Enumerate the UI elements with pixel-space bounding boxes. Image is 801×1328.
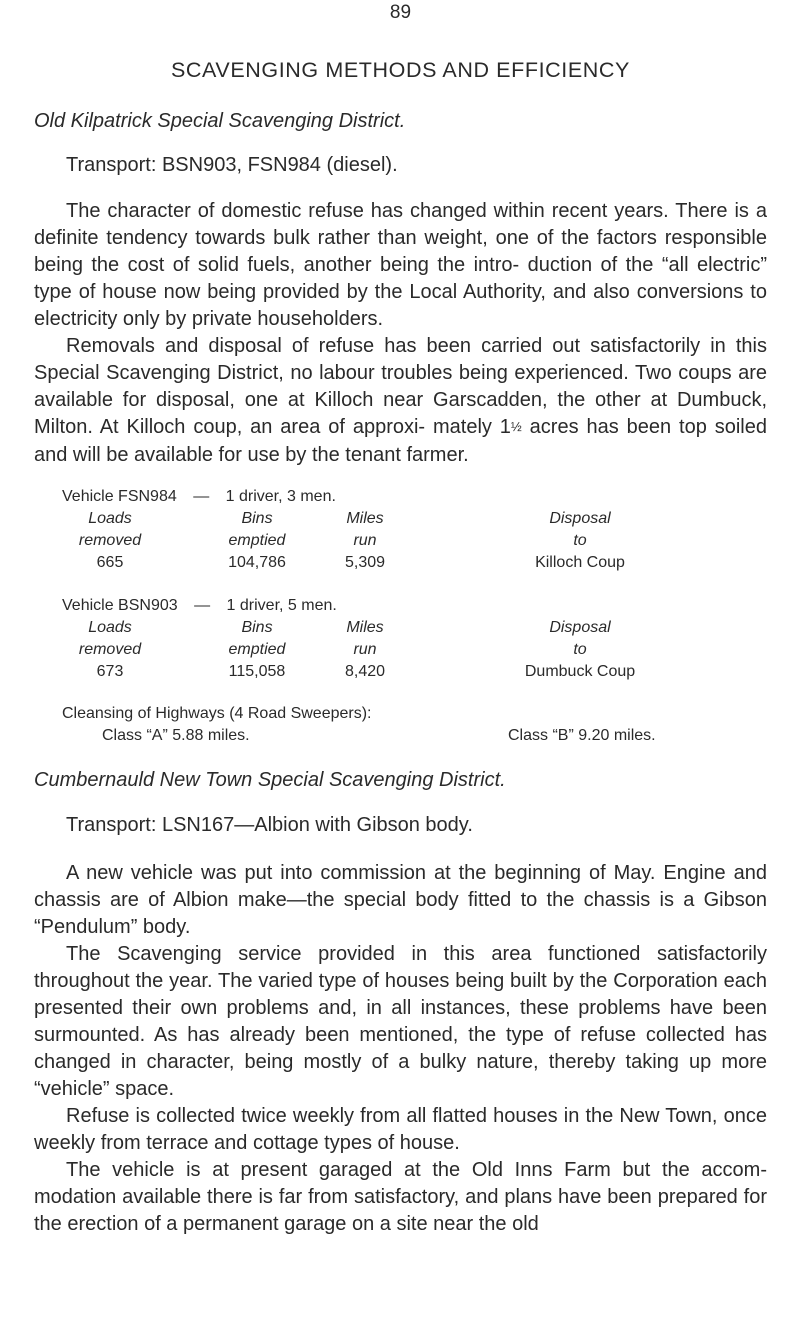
cell-loads: 665 [96,554,124,571]
dash: — [193,488,210,505]
paragraph-text: The vehicle is at present garaged at the Old Inns Farm but the accom- modation available there is far from satisfactory, and plans have been prepared for the erection of a permanent garage on a site near the old [34,1159,767,1235]
fraction: ½ [510,419,522,434]
paragraph-text: Removals and disposal of refuse has been carried out satisfactorily in this Special Scavenging District, no labour troubles being experienced. Two coups are available for disposal, one at Killoch near Garscadden, the other at Dumbuck, Milton. At Killoch coup, an area of approxi- mately 1 [34,335,767,438]
vehicle-crew: 1 driver, 3 men. [225,488,336,505]
paragraph-removals-disposal [34,333,767,469]
paragraph-text: acres has been top soiled and will be available for use by the tenant farmer. [34,416,767,466]
section-heading-old-kilpatrick: Old Kilpatrick Special Scavenging District. [34,110,406,132]
header-line: Bins [241,619,273,636]
col-header-loads [70,617,150,661]
paragraph-garage [34,1157,767,1238]
col-header-disposal [500,617,660,661]
header-line: Disposal [549,510,611,527]
header-line: emptied [228,641,286,658]
cleansing-class-b: Class “B” 9.20 miles. [508,727,656,744]
cell-loads: 673 [96,663,124,680]
cell-disposal: Dumbuck Coup [524,663,636,680]
header-line: emptied [228,532,286,549]
page-title: SCAVENGING METHODS AND EFFICIENCY [170,58,630,82]
vehicle-label [62,486,336,508]
dash: — [194,597,211,614]
header-line: Bins [241,510,273,527]
header-line: Miles [346,510,384,527]
cell-miles: 8,420 [344,663,386,680]
header-line: to [573,532,587,549]
col-header-bins [212,508,302,552]
header-line: run [353,532,377,549]
page-number: 89 [389,2,412,23]
paragraph-text: Refuse is collected twice weekly from all flatted houses in the New Town, once weekly from terrace and cottage types of house. [34,1105,767,1154]
header-line: removed [78,532,142,549]
paragraph-refuse-character [34,198,767,333]
col-header-miles [330,508,400,552]
col-header-miles [330,617,400,661]
cell-bins: 104,786 [228,554,286,571]
cell-miles: 5,309 [344,554,386,571]
cell-disposal: Killoch Coup [535,554,625,571]
vehicle-id: Vehicle FSN984 [62,488,177,505]
vehicle-id: Vehicle BSN903 [62,597,178,614]
transport-line-cumbernauld: Transport: LSN167—Albion with Gibson body. [66,814,473,836]
header-line: removed [78,641,142,658]
vehicle-table-fsn984 [0,486,801,596]
cleansing-class-a: Class “A” 5.88 miles. [102,727,250,744]
col-header-loads [70,508,150,552]
paragraph-new-vehicle [34,860,767,941]
vehicle-label [62,595,337,617]
paragraph-service-functioned [34,941,767,1103]
header-line: Loads [88,619,132,636]
col-header-disposal [500,508,660,552]
header-line: Loads [88,510,132,527]
cell-bins: 115,058 [228,663,286,680]
section-heading-cumbernauld: Cumbernauld New Town Special Scavenging District. [34,769,506,791]
paragraph-text: The Scavenging service provided in this area functioned satisfactorily throughout the year. The varied type of houses being built by the Corporation each presented their own problems and, in all instances, these problems have been surmounted. As has already been mentioned, the type of refuse collected has changed in character, being mostly of a bulky nature, thereby taking up more “vehicle” space. [34,943,767,1100]
header-line: to [573,641,587,658]
paragraph-collection-frequency [34,1103,767,1157]
transport-line-old-kilpatrick: Transport: BSN903, FSN984 (diesel). [66,154,398,176]
col-header-bins [212,617,302,661]
vehicle-crew: 1 driver, 5 men. [226,597,337,614]
header-line: Disposal [549,619,611,636]
cleansing-label: Cleansing of Highways (4 Road Sweepers): [62,705,372,722]
header-line: run [353,641,377,658]
paragraph-text: The character of domestic refuse has changed within recent years. There is a definite tendency towards bulk rather than weight, one of the factors responsible being the cost of solid fuels, another being the intro- duction of the “all electric” type of house now being provided by the Local Authority, and also conversions to electricity only by private householders. [34,200,767,330]
paragraph-text: A new vehicle was put into commission at the beginning of May. Engine and chassis are of Albion make—the special body fitted to the chassis is a Gibson “Pendulum” body. [34,862,767,938]
vehicle-table-bsn903 [0,595,801,705]
header-line: Miles [346,619,384,636]
